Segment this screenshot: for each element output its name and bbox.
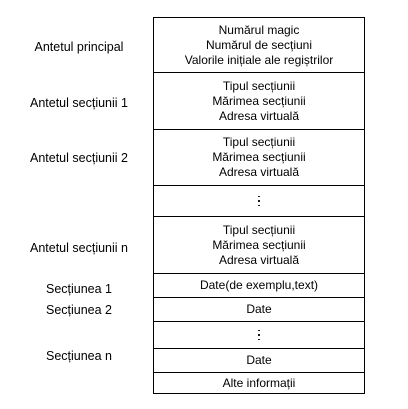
magic-number-text: Numărul magic [218, 22, 300, 37]
initial-registers-text: Valorile inițiale ale regiștrilor [184, 52, 334, 67]
section-type-text: Tipul secțiunii [222, 222, 296, 237]
section-type-text: Tipul secțiunii [222, 135, 296, 149]
ellipsis-block [153, 186, 365, 217]
main-header-block [153, 17, 365, 73]
section-n-data-text: Date [246, 353, 272, 367]
ellipsis-block-2 [153, 322, 365, 349]
section-size-text: Mărimea secțiunii [212, 93, 306, 108]
vertical-ellipsis [258, 196, 259, 206]
virtual-address-text: Adresa virtuală [218, 165, 300, 179]
label-section-header-1: Antetul secțiunii 1 [30, 96, 128, 110]
section-type-text: Tipul secțiunii [222, 78, 296, 93]
label-section-header-n: Antetul secțiunii n [30, 241, 128, 255]
label-section-n: Secțiunea n [45, 349, 113, 363]
label-section-header-2: Antetul secțiunii 2 [30, 151, 128, 165]
other-info-text: Alte informații [222, 375, 296, 390]
section-size-text: Mărimea secțiunii [212, 237, 306, 252]
virtual-address-text: Adresa virtuală [218, 108, 300, 123]
section-2-block [153, 298, 365, 322]
section-1-data-text: Date(de exemplu,text) [199, 278, 319, 292]
section-header-1-block [153, 73, 365, 130]
label-section-2: Secțiunea 2 [45, 303, 113, 317]
section-count-text: Numărul de secțiuni [205, 37, 313, 52]
vertical-ellipsis [258, 330, 259, 340]
section-n-block [153, 349, 365, 373]
other-info-block [153, 373, 365, 394]
section-header-2-block [153, 130, 365, 186]
virtual-address-text: Adresa virtuală [218, 252, 300, 267]
label-main-header: Antetul principal [34, 40, 124, 54]
section-size-text: Mărimea secțiunii [212, 150, 306, 164]
section-header-n-block [153, 217, 365, 274]
label-section-1: Secțiunea 1 [45, 282, 113, 296]
section-1-block [153, 274, 365, 298]
section-2-data-text: Date [246, 302, 272, 316]
